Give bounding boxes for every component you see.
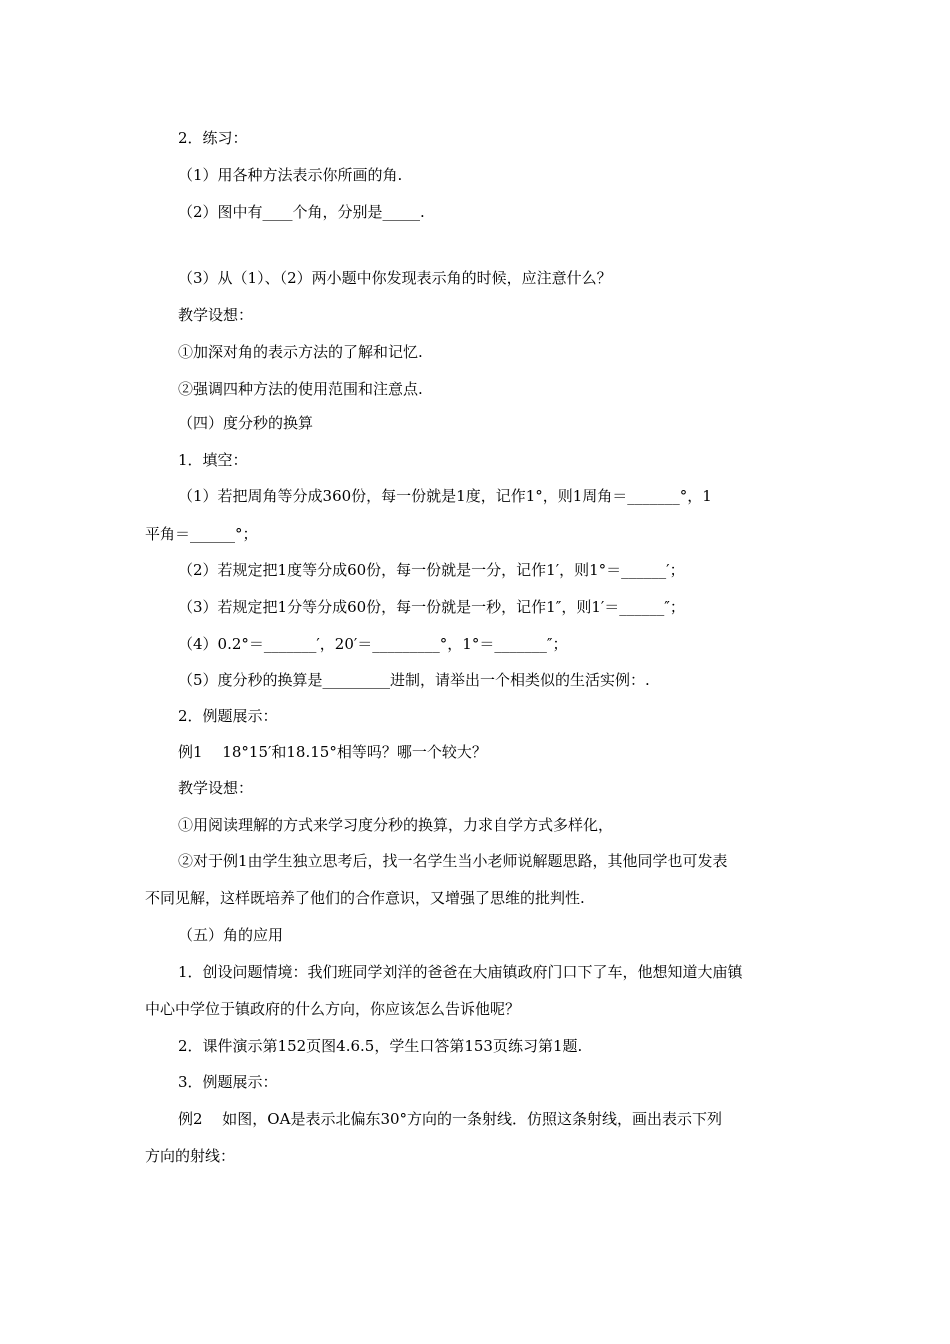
text-line: （3）若规定把1分等分成60份，每一份就是一秒，记作1″，则1′＝______″； (178, 598, 685, 616)
text-line: ②对于例1由学生独立思考后，找一名学生当小老师说解题思路，其他同学也可发表 (178, 852, 728, 870)
text-line: 3．例题展示： (178, 1073, 278, 1091)
text-line: 1．填空： (178, 451, 248, 469)
text-line: （5）度分秒的换算是_________进制，请举出一个相类似的生活实例：. (178, 671, 650, 689)
text-line: 教学设想： (178, 779, 254, 797)
text-line: （2）图中有____个角，分别是_____. (178, 203, 425, 221)
text-line: 教学设想： (178, 306, 254, 324)
text-line: 2．练习： (178, 129, 248, 147)
text-line: 2．例题展示： (178, 707, 278, 725)
text-line: （1）若把周角等分成360份，每一份就是1度，记作1°，则1周角＝_______°，1 (178, 487, 712, 505)
text-line: （1）用各种方法表示你所画的角. (178, 166, 403, 184)
text-line: 平角＝______°； (145, 525, 258, 543)
text-line: ①用阅读理解的方式来学习度分秒的换算，力求自学方式多样化， (178, 816, 614, 834)
section-heading: （四）度分秒的换算 (178, 414, 314, 432)
text-line: （4）0.2°＝_______′，20′＝_________°，1°＝_______″； (178, 635, 568, 653)
text-line: 2．课件演示第152页图4.6.5，学生口答第153页练习第1题. (178, 1037, 583, 1055)
text-line: （3）从（1）、（2）两小题中你发现表示角的时候，应注意什么？ (178, 269, 612, 287)
text-line: 1．创设问题情境：我们班同学刘洋的爸爸在大庙镇政府门口下了车，他想知道大庙镇 (178, 963, 743, 981)
text-line: （2）若规定把1度等分成60份，每一份就是一分，记作1′，则1°＝______′； (178, 561, 685, 579)
text-line: 方向的射线： (145, 1147, 236, 1165)
text-line: ①加深对角的表示方法的了解和记忆. (178, 343, 423, 361)
text-line: 例2 如图，OA是表示北偏东30°方向的一条射线．仿照这条射线，画出表示下列 (178, 1110, 723, 1128)
section-heading: （五）角的应用 (178, 926, 284, 944)
text-line: 中心中学位于镇政府的什么方向，你应该怎么告诉他呢？ (145, 1000, 521, 1018)
text-line: ②强调四种方法的使用范围和注意点. (178, 380, 423, 398)
text-line: 不同见解，这样既培养了他们的合作意识，又增强了思维的批判性. (145, 889, 585, 907)
text-line: 例1 18°15′和18.15°相等吗？哪一个较大？ (178, 743, 487, 761)
